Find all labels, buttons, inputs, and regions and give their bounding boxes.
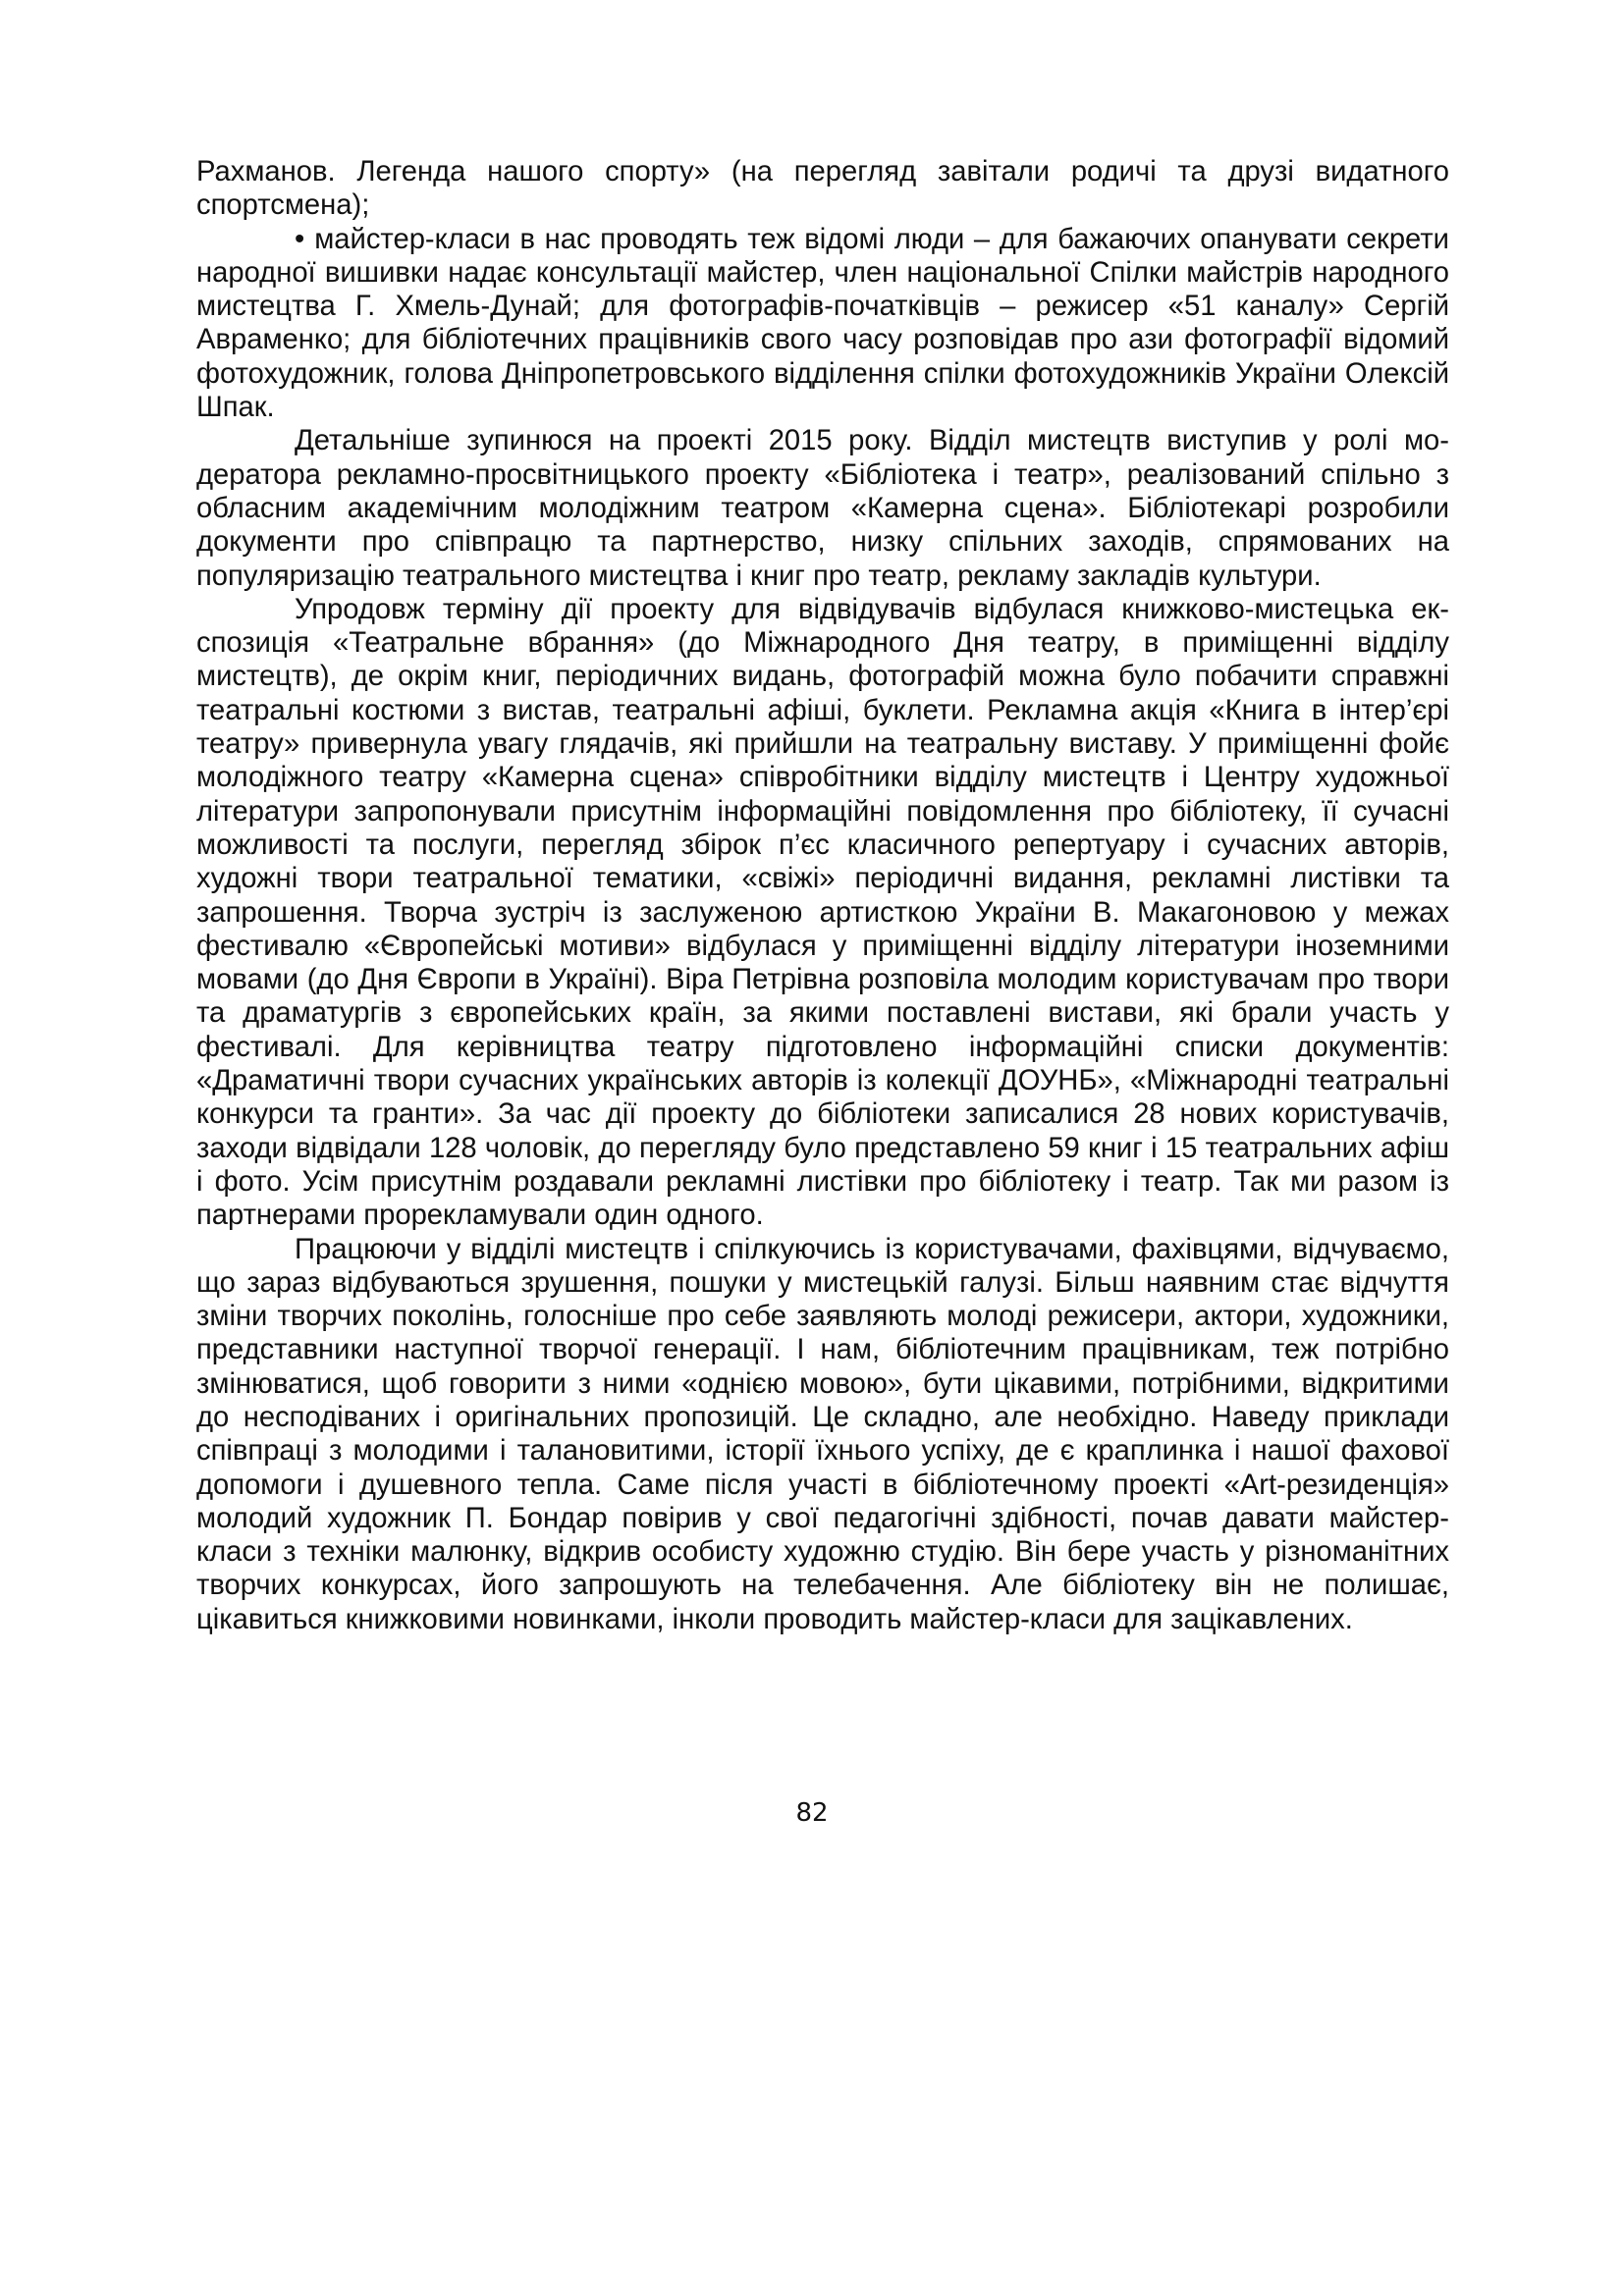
paragraph-bullet-item xyxy=(196,223,1449,425)
paragraph xyxy=(196,593,1449,1233)
bullet-marker: • xyxy=(295,223,305,255)
paragraph-continued xyxy=(196,155,1449,223)
paragraph xyxy=(196,424,1449,592)
paragraph-text: майстер-класи в нас проводять теж відомі люди – для бажаючих опанувати секрети народної вишивки надає консультації майстер, член національної Спілки майстрів народного мистецтва Г. Хмель-Дунай; для фотографів-початківців – режисер «51 каналу» Сергій Авраменко; для бібліотечних працівників свого часу розповідав про ази фотографії відомий фотохудожник, голова Дніпропетровського відділення спілки фотохудожників України Олексій Шпак. xyxy=(196,223,1449,424)
page-body xyxy=(196,155,1449,1636)
paragraph-text: Рахманов. Легенда нашого спорту» (на перегляд завітали родичі та друзі видатного спортсмена); xyxy=(196,156,1449,222)
page-number: 82 xyxy=(795,1798,829,1828)
paragraph-text: Детальніше зупинюся на проекті 2015 року. Відділ мистецтв виступив у ролі модератора рекламно-просвітницького проекту «Бібліотека і театр», реалізований спільно з обласним академічним молодіжним театром «Камерна сцена». Бібліотекарі розробили документи про співпрацю та партнерство, низку спільних заходів, спрямованих на популяризацію театрального мистецтва і книг про театр, рекламу закладів культури. xyxy=(196,425,1449,592)
paragraph-text: Упродовж терміну дії проекту для відвідувачів відбулася книжково-мистецька експозиція «Театральне вбрання» (до Міжнародного Дня театру, в приміщенні відділу мистецтв), де окрім книг, періодичних видань, фотографій можна було побачити справжні театральні костюми з вистав, театральні афіші, буклети. Рекламна акція «Книга в інтер’єрі театру» привернула увагу глядачів, які прийшли на театральну виставу. У приміщенні фойє молодіжного театру «Камерна сцена» співробітники відділу мистецтв і Центру художньої літератури запропонували присутнім інформаційні повідомлення про бібліотеку, її сучасні можливості та послуги, перегляд збірок п’єс класичного репертуару і сучасних авторів, художні твори театральної тематики, «свіжі» періодичні видання, рекламні листівки та запрошення. Творча зустріч із заслуженою артисткою України В. Макагоновою у межах фестивалю «Європейські мотиви» відбулася у приміщенні відділу літератури іноземними мовами (до Дня Європи в Україні). Віра Петрівна розповіла молодим користувачам про твори та драматургів з європейських країн, за якими поставлені вистави, які брали участь у фестивалі. Для керівництва театру підготовлено інформаційні списки документів: «Драматичні твори сучасних українських авторів із колекції ДОУНБ», «Міжнародні театральні конкурси та гранти». За час дії проекту до бібліотеки записалися 28 нових користувачів, заходи відвідали 128 чоловік, до перегляду було представлено 59 книг і 15 театральних афіш і фото. Усім присутнім роздавали рекламні листівки про бібліотеку і театр. Так ми разом із партнерами прорекламували один одного. xyxy=(196,593,1449,1232)
paragraph xyxy=(196,1233,1449,1637)
paragraph-text: Працюючи у відділі мистецтв і спілкуючись із користувачами, фахівцями, відчуваємо, що зараз відбуваються зрушення, пошуки у мистецькій галузі. Більш наявним стає відчуття зміни творчих поколінь, голосніше про себе заявляють молоді режисери, актори, художники, представники наступної творчої генерації. І нам, бібліотечним працівникам, теж потрібно змінюватися, щоб говорити з ними «однією мовою», бути цікавими, потрібними, відкритими до несподіваних і оригінальних пропозицій. Це складно, але необхідно. Наведу приклади співпраці з молодими і талановитими, історії їхнього успіху, де є краплинка і нашої фахової допомоги і душевного тепла. Саме після участі в бібліотечному проекті «Art-резиденція» молодий художник П. Бондар повірив у свої педагогічні здібності, почав давати майстер-класи з техніки малюнку, відкрив особисту художню студію. Він бере участь у різноманітних творчих конкурсах, його запрошують на телебачення. Але бібліотеку він не полишає, цікавиться книжковими новинками, інколи проводить майстер-класи для зацікавлених. xyxy=(196,1233,1449,1635)
